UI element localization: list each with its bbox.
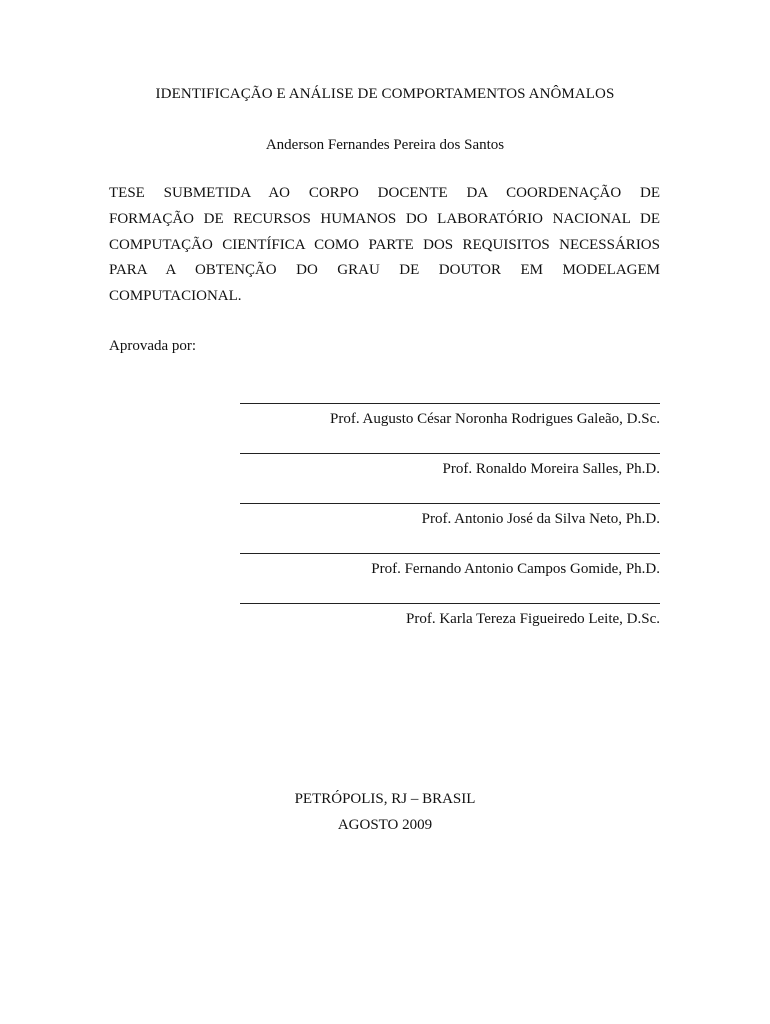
signature-line bbox=[240, 603, 660, 604]
approved-by-label: Aprovada por: bbox=[109, 338, 197, 354]
statement-line: FORMAÇÃO DE RECURSOS HUMANOS DO LABORATÓRIO NACIONAL DE bbox=[109, 210, 660, 227]
signature-block bbox=[240, 453, 660, 478]
statement-line: COMPUTAÇÃO CIENTÍFICA COMO PARTE DOS REQUISITOS NECESSÁRIOS bbox=[109, 236, 660, 253]
thesis-title: IDENTIFICAÇÃO E ANÁLISE DE COMPORTAMENTOS ANÔMALOS bbox=[155, 86, 615, 102]
statement-line: PARA A OBTENÇÃO DO GRAU DE DOUTOR EM MODELAGEM bbox=[109, 262, 660, 279]
thesis-statement bbox=[109, 181, 660, 310]
committee-member-name: Prof. Ronaldo Moreira Salles, Ph.D. bbox=[442, 461, 660, 477]
signature-line bbox=[240, 503, 660, 504]
committee-member-name: Prof. Fernando Antonio Campos Gomide, Ph.D. bbox=[371, 561, 660, 577]
committee-member-name: Prof. Antonio José da Silva Neto, Ph.D. bbox=[421, 511, 660, 527]
place-of-publication: PETRÓPOLIS, RJ – BRASIL bbox=[294, 791, 476, 807]
committee-member-name: Prof. Augusto César Noronha Rodrigues Galeão, D.Sc. bbox=[330, 411, 660, 427]
statement-line: TESE SUBMETIDA AO CORPO DOCENTE DA COORDENAÇÃO DE bbox=[109, 185, 660, 201]
author-name: Anderson Fernandes Pereira dos Santos bbox=[265, 137, 505, 153]
statement-line: COMPUTACIONAL. bbox=[109, 288, 242, 305]
signature-line bbox=[240, 553, 660, 554]
signature-block bbox=[240, 403, 660, 428]
signature-line bbox=[240, 453, 660, 454]
publication-date: AGOSTO 2009 bbox=[337, 817, 433, 833]
signature-block bbox=[240, 603, 660, 628]
committee-member-name: Prof. Karla Tereza Figueiredo Leite, D.Sc. bbox=[406, 611, 660, 627]
signature-line bbox=[240, 403, 660, 404]
signature-block bbox=[240, 553, 660, 578]
signature-block bbox=[240, 503, 660, 528]
